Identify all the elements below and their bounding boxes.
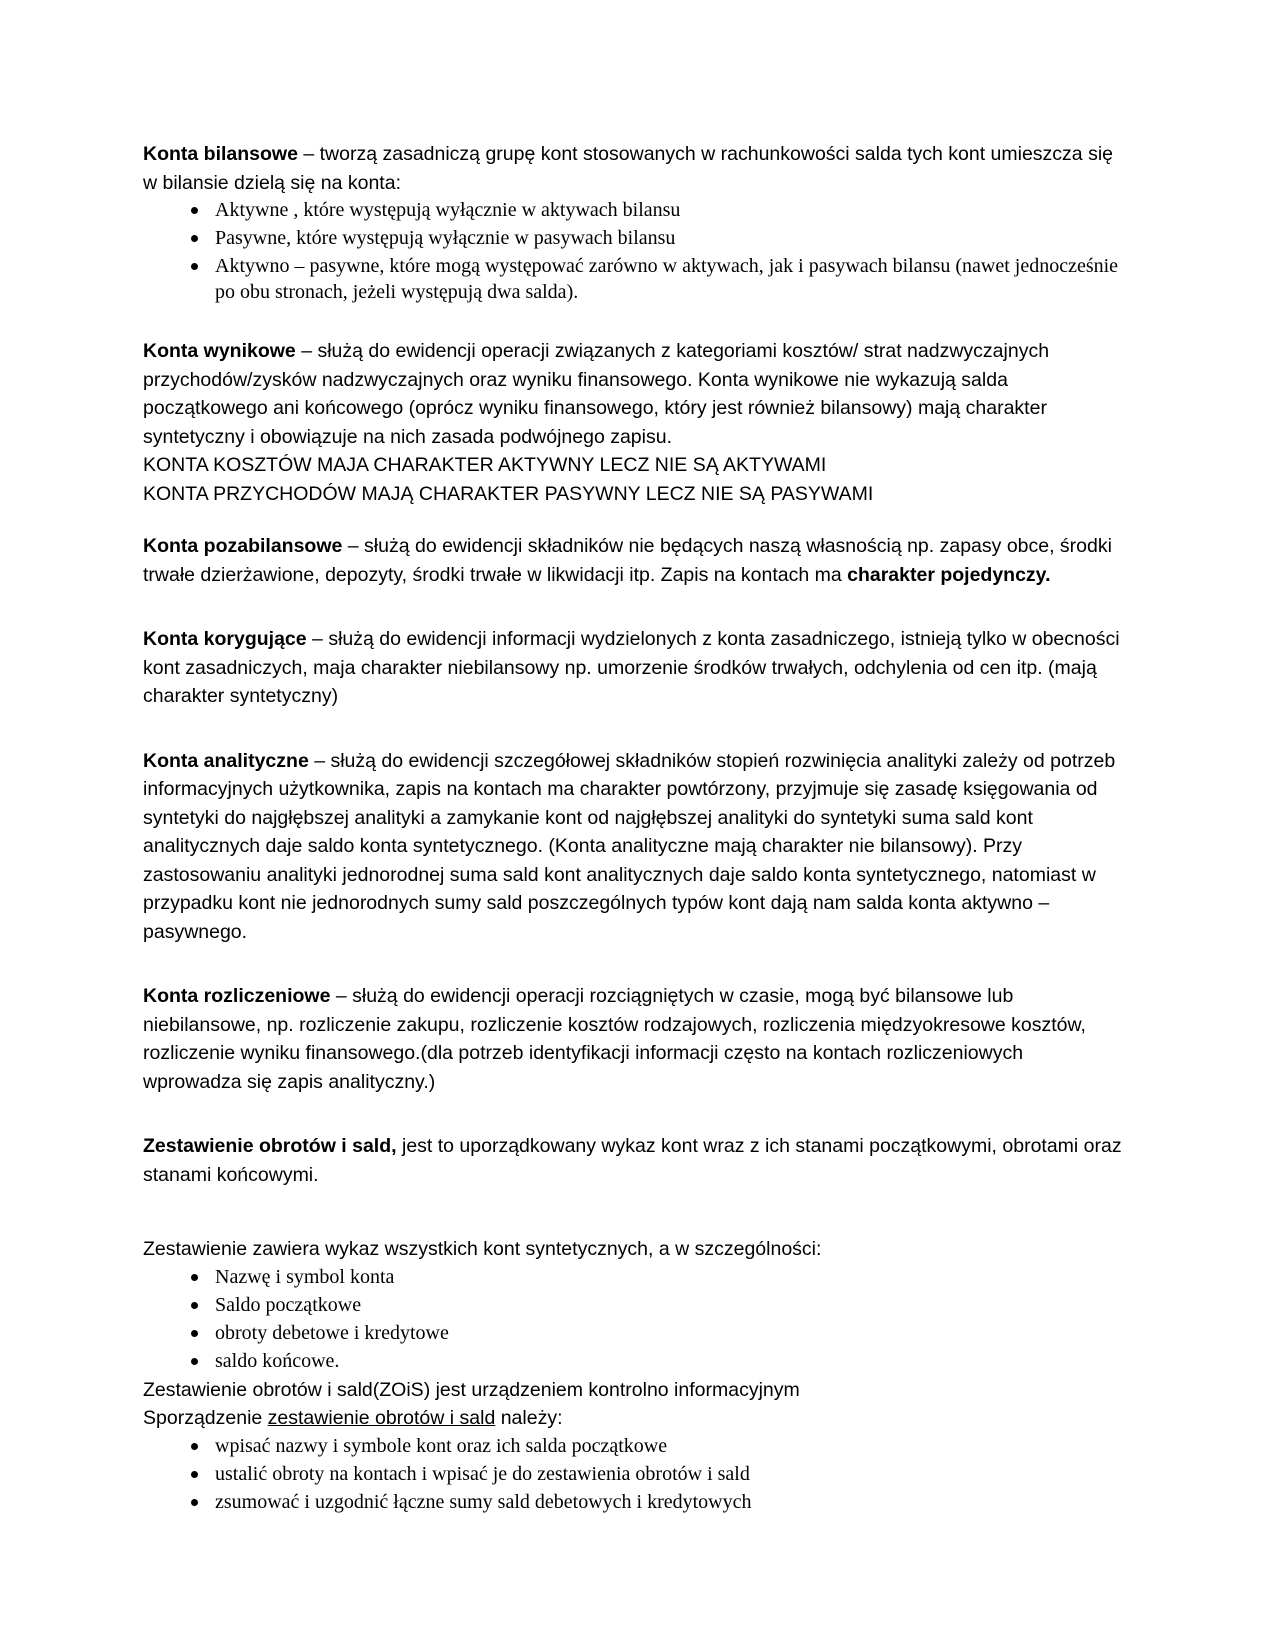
konta-bilansowe-bullets [143,197,1125,305]
section-body-konta-korygujace: – służą do ewidencji informacji wydzielonych z konta zasadniczego, istnieją tylko w obecności kont zasadniczych, maja charakter niebilansowy np. umorzenie środków trwałych, odchylenia od cen itp. (mają charakter syntetyczny) [143,628,1120,707]
list-item: Pasywne, które występują wyłącznie w pasywach bilansu [187,225,1125,251]
section-konta-rozliczeniowe-paragraph [143,982,1125,1096]
zois-line: Zestawienie obrotów i sald(ZOiS) jest urządzeniem kontrolno informacyjnym [143,1378,800,1401]
spacer [143,307,1125,337]
zestawienie-steps [143,1433,1125,1515]
section-body-konta-bilansowe: – tworzą zasadniczą grupę kont stosowanych w rachunkowości salda tych kont umieszcza się w bilansie dzielą się na konta: [143,143,1113,194]
section-lead-konta-analityczne: Konta analityczne [143,749,309,772]
list-item: zsumować i uzgodnić łączne sumy sald debetowych i kredytowych [187,1489,1125,1515]
section-body-konta-rozliczeniowe: – służą do ewidencji operacji rozciągniętych w czasie, mogą być bilansowe lub niebilansowe, np. rozliczenie zakupu, rozliczenie kosztów rodzajowych, rozliczenia międzyokresowe kosztów, rozliczenie wyniku finansowego.(dla potrzeb identyfikacji informacji często na kontach rozliczeniowych wprowadza się zapis analityczny.) [143,985,1086,1093]
section-konta-bilansowe-paragraph [143,140,1125,197]
section-body-bold-tail: charakter pojedynczy. [847,563,1051,586]
konta-przychodow-line: KONTA PRZYCHODÓW MAJĄ CHARAKTER PASYWNY LECZ NIE SĄ PASYWAMI [143,482,874,505]
section-body-konta-analityczne: – służą do ewidencji szczegółowej składników stopień rozwinięcia analityki zależy od potrzeb informacyjnych użytkownika, zapis na kontach ma charakter powtórzony, przyjmuje się zasadę księgowania od syntetyki do najgłębszej analityki a zamykanie kont od najgłębszej analityki do syntetyki suma sald kont analitycznych daje saldo konta syntetycznego. (Konta analityczne mają charakter nie bilansowy). Przy zastosowaniu analityki jednorodnej suma sald kont analitycznych daje saldo konta syntetycznego, natomiast w przypadku kont nie jednorodnych sumy sald poszczególnych typów kont dają nam salda konta aktywno – pasywnego. [143,749,1116,943]
section-body-konta-pozabilansowe: – służą do ewidencji składników nie będących naszą własnością np. zapasy obce, środki trwałe dzierżawione, depozyty, środki trwałe w likwidacji itp. Zapis na kontach ma [143,535,1112,586]
section-konta-wynikowe-paragraph [143,337,1125,451]
section-konta-pozabilansowe-paragraph [143,532,1125,589]
section-lead-konta-pozabilansowe: Konta pozabilansowe [143,535,343,557]
list-item: Saldo początkowe [187,1292,1125,1318]
list-item: Aktywno – pasywne, które mogą występować zarówno w aktywach, jak i pasywach bilansu (nawet jednocześnie po obu stronach, jeżeli występują dwa salda). [187,253,1125,305]
spacer [143,1211,1125,1235]
list-item: Nazwę i symbol konta [187,1264,1125,1290]
section-body-zestawienie: jest to uporządkowany wykaz kont wraz z ich stanami początkowymi, obrotami oraz stanami końcowymi. [143,1135,1122,1186]
list-item: saldo końcowe. [187,1348,1125,1374]
spacer [143,611,1125,625]
sporzadzenie-prefix: Sporządzenie [143,1407,268,1429]
list-item: obroty debetowe i kredytowe [187,1320,1125,1346]
list-item: wpisać nazwy i symbole kont oraz ich salda początkowe [187,1433,1125,1459]
section-lead-konta-bilansowe: Konta bilansowe [143,143,298,165]
spacer [143,508,1125,532]
sporzadzenie-underlined: zestawienie obrotów i sald [267,1407,496,1429]
section-konta-analityczne-paragraph [143,747,1125,947]
section-lead-konta-korygujace: Konta korygujące [143,628,307,650]
list-item: ustalić obroty na kontach i wpisać je do zestawienia obrotów i sald [187,1461,1125,1487]
zestawienie-intro: Zestawienie zawiera wykaz wszystkich kont syntetycznych, a w szczególności: [143,1238,822,1260]
sporzadzenie-suffix: należy: [495,1407,563,1429]
section-konta-korygujace-paragraph [143,625,1125,711]
section-lead-konta-rozliczeniowe: Konta rozliczeniowe [143,985,331,1007]
section-lead-konta-wynikowe: Konta wynikowe [143,340,296,362]
spacer [143,733,1125,747]
list-item: Aktywne , które występują wyłącznie w aktywach bilansu [187,197,1125,223]
section-lead-zestawienie: Zestawienie obrotów i sald, [143,1135,397,1157]
zestawienie-bullets [143,1264,1125,1374]
sporzadzenie-line [143,1404,1125,1433]
spacer [143,968,1125,982]
konta-kosztow-line: KONTA KOSZTÓW MAJA CHARAKTER AKTYWNY LECZ NIE SĄ AKTYWAMI [143,454,827,476]
section-zestawienie-paragraph [143,1132,1125,1189]
section-body-konta-wynikowe: – służą do ewidencji operacji związanych z kategoriami kosztów/ strat nadzwyczajnych przychodów/zysków nadzwyczajnych oraz wyniku finansowego. Konta wynikowe nie wykazują salda początkowego ani końcowego (oprócz wyniku finansowego, który jest również bilansowy) mają charakter syntetyczny i obowiązuje na nich zasada podwójnego zapisu. [143,340,1050,448]
spacer [143,1118,1125,1132]
